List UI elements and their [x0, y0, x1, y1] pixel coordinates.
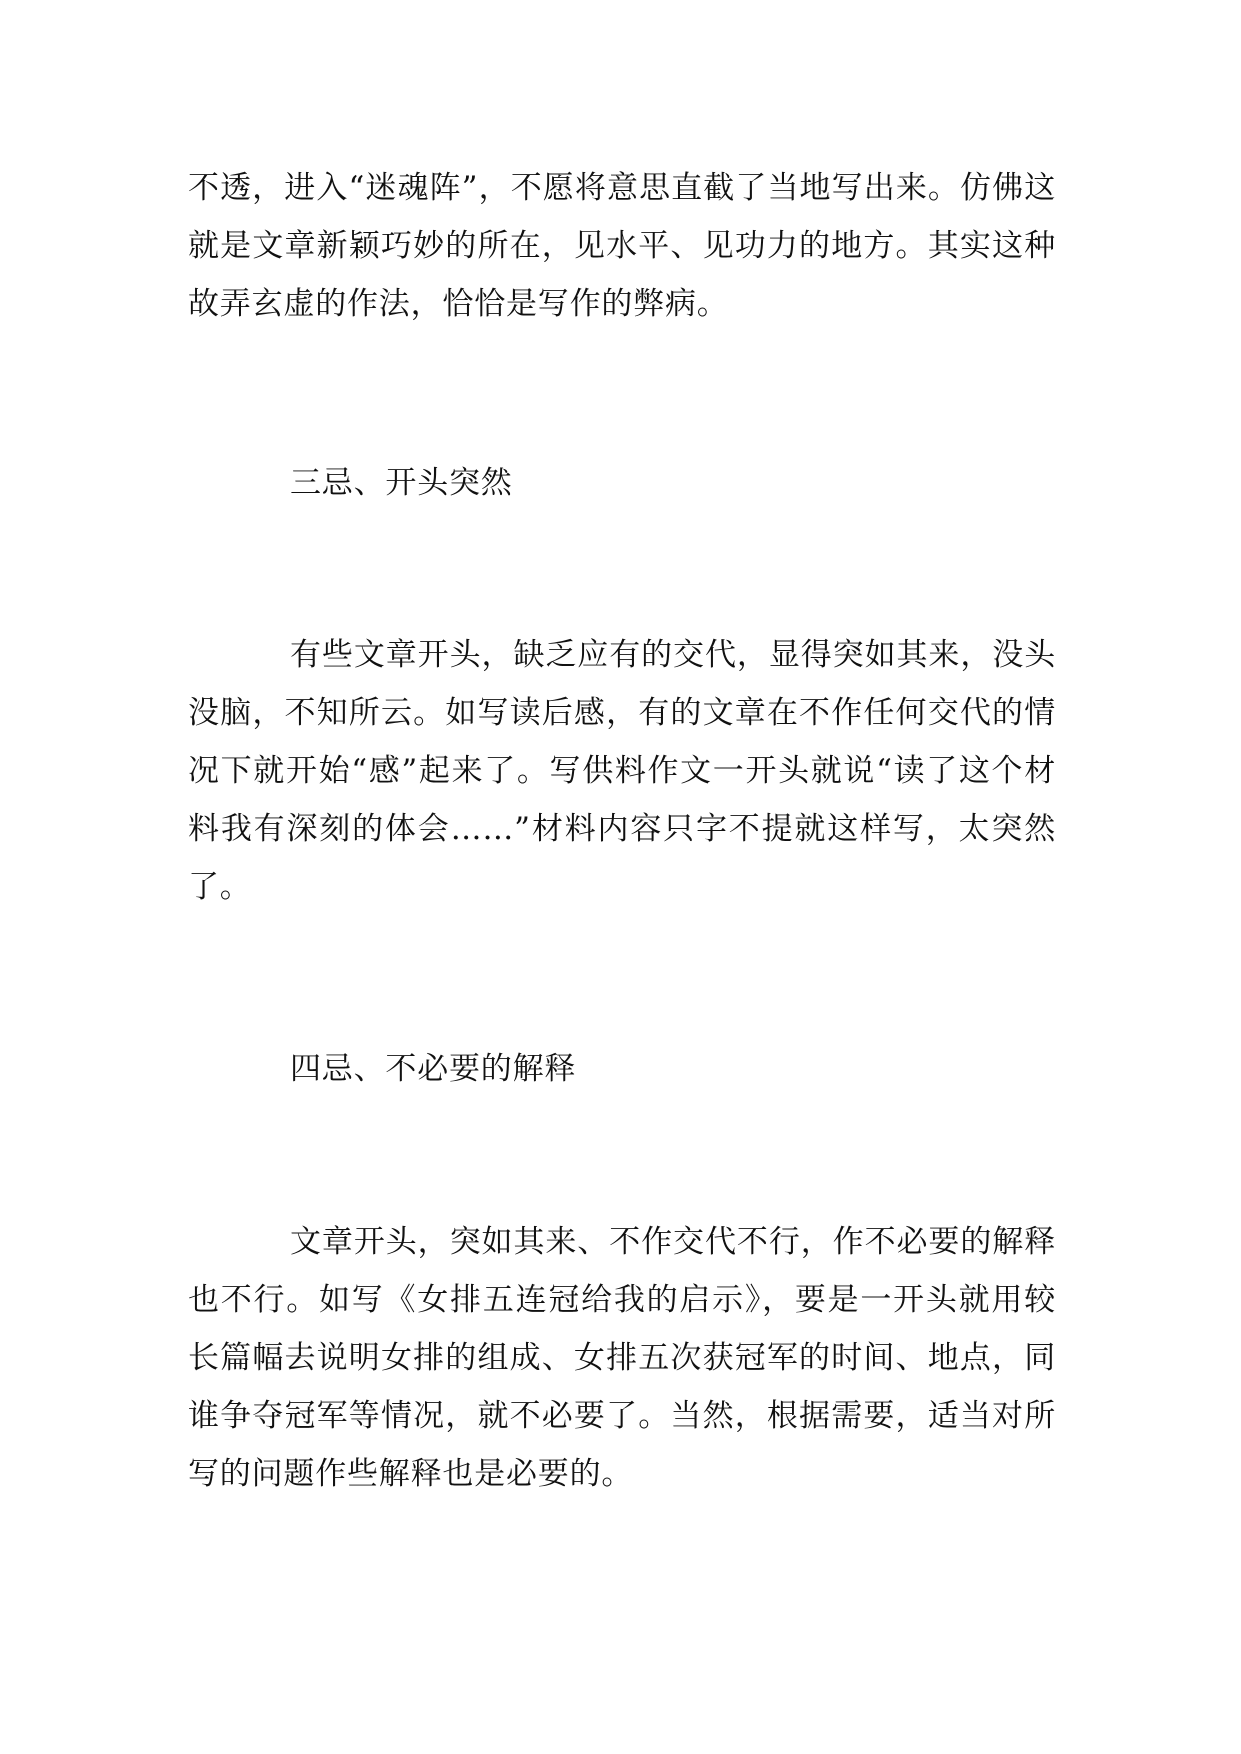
section-4-paragraph: 文章开头，突如其来、不作交代不行，作不必要的解释也不行。如写《女排五连冠给我的启示》，要是一开头就用较长篇幅去说明女排的组成、女排五次获冠军的时间、地点，同谁争夺冠军等情况，就不必要了。当然，根据需要，适当对所写的问题作些解释也是必要的。 — [188, 1224, 1056, 1492]
continuation-paragraph: 不透，进入“迷魂阵”，不愿将意思直截了当地写出来。仿佛这就是文章新颖巧妙的所在，见水平、见功力的地方。其实这种故弄玄虚的作法，恰恰是写作的弊病。 — [188, 170, 1056, 322]
section-heading-3: 三忌、开头突然 — [290, 465, 513, 501]
section-heading-4: 四忌、不必要的解释 — [290, 1051, 577, 1087]
section-3-paragraph: 有些文章开头，缺乏应有的交代，显得突如其来，没头没脑，不知所云。如写读后感，有的文章在不作任何交代的情况下就开始“感”起来了。写供料作文一开头就说“读了这个材料我有深刻的体会……”材料内容只字不提就这样写，太突然了。 — [188, 637, 1056, 905]
